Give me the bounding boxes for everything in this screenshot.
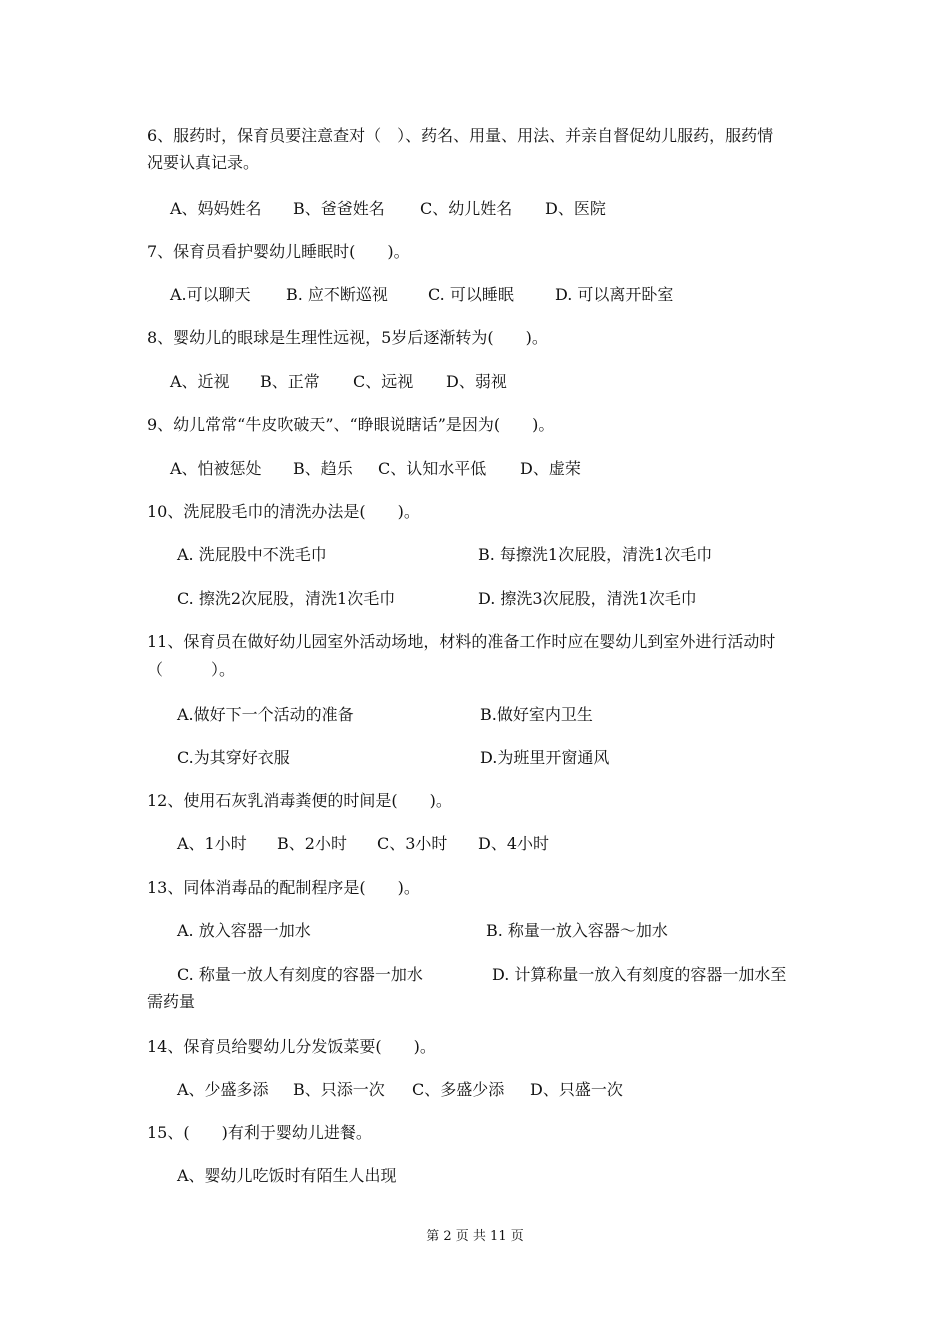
option-c: C、幼儿姓名 [420, 199, 513, 218]
question-stem: 15、( )有利于婴幼儿进餐。 [147, 1123, 372, 1142]
option-a: A. 放入容器一加水 [177, 921, 311, 940]
option-d: D、弱视 [446, 372, 507, 391]
option-d: D. 擦洗3次屁股，清洗1次毛巾 [478, 589, 697, 608]
option-b: B、正常 [260, 372, 320, 391]
question-stem: 6、服药时，保育员要注意查对（ ）、药名、用量、用法、并亲自督促幼儿服药，服药情 [147, 126, 774, 145]
option-a: A、少盛多添 [177, 1080, 269, 1099]
option-a: A、婴幼儿吃饭时有陌生人出现 [177, 1166, 397, 1185]
option-c: C、远视 [353, 372, 414, 391]
option-b: B. 称量一放入容器～加水 [486, 921, 668, 940]
question-stem: 10、洗屁股毛巾的清洗办法是( )。 [147, 502, 420, 521]
option-a: A.可以聊天 [170, 285, 251, 304]
question-stem: 13、同体消毒品的配制程序是( )。 [147, 878, 420, 897]
page-footer: 第 2 页 共 11 页 [426, 1229, 524, 1244]
question-stem: （ ）。 [147, 660, 236, 679]
option-d: D. 可以离开卧室 [555, 285, 674, 304]
option-d: D.为班里开窗通风 [480, 748, 610, 767]
option-b: B.做好室内卫生 [480, 705, 593, 724]
option-d: D、虚荣 [520, 459, 581, 478]
question-stem: 7、保育员看护婴幼儿睡眠时( )。 [147, 242, 410, 261]
option-d: D、只盛一次 [530, 1080, 623, 1099]
option-c: C、多盛少添 [412, 1080, 505, 1099]
option-a: A. 洗屁股中不洗毛巾 [177, 545, 327, 564]
question-stem: 14、保育员给婴幼儿分发饭菜要( )。 [147, 1037, 436, 1056]
option-b: B. 应不断巡视 [286, 285, 388, 304]
option-c: C.为其穿好衣服 [177, 748, 290, 767]
option-a: A.做好下一个活动的准备 [177, 705, 354, 724]
option-b: B、只添一次 [293, 1080, 385, 1099]
option-a: A、怕被惩处 [170, 459, 262, 478]
question-stem: 11、保育员在做好幼儿园室外活动场地，材料的准备工作时应在婴幼儿到室外进行活动时 [147, 632, 776, 651]
question-stem: 8、婴幼儿的眼球是生理性远视，5岁后逐渐转为( )。 [147, 328, 548, 347]
option-d: D. 计算称量一放入有刻度的容器一加水至 [492, 965, 787, 984]
option-a: A、妈妈姓名 [170, 199, 262, 218]
option-d: D、医院 [545, 199, 606, 218]
option-b: B、趋乐 [293, 459, 353, 478]
option-c: C. 称量一放人有刻度的容器一加水 [177, 965, 423, 984]
option-a: A、近视 [170, 372, 230, 391]
option-c: C、3小时 [377, 834, 448, 853]
option-b: B. 每擦洗1次屁股，清洗1次毛巾 [478, 545, 713, 564]
question-stem: 9、幼儿常常“牛皮吹破天”、“睁眼说瞎话”是因为( )。 [147, 415, 555, 434]
option-d-continuation: 需药量 [147, 992, 196, 1011]
question-stem: 况要认真记录。 [147, 153, 260, 172]
question-stem: 12、使用石灰乳消毒粪便的时间是( )。 [147, 791, 452, 810]
option-d: D、4小时 [478, 834, 550, 853]
option-c: C、认知水平低 [378, 459, 487, 478]
option-c: C. 可以睡眠 [428, 285, 514, 304]
option-a: A、1小时 [177, 834, 247, 853]
option-b: B、2小时 [277, 834, 347, 853]
option-c: C. 擦洗2次屁股，清洗1次毛巾 [177, 589, 396, 608]
option-b: B、爸爸姓名 [293, 199, 385, 218]
